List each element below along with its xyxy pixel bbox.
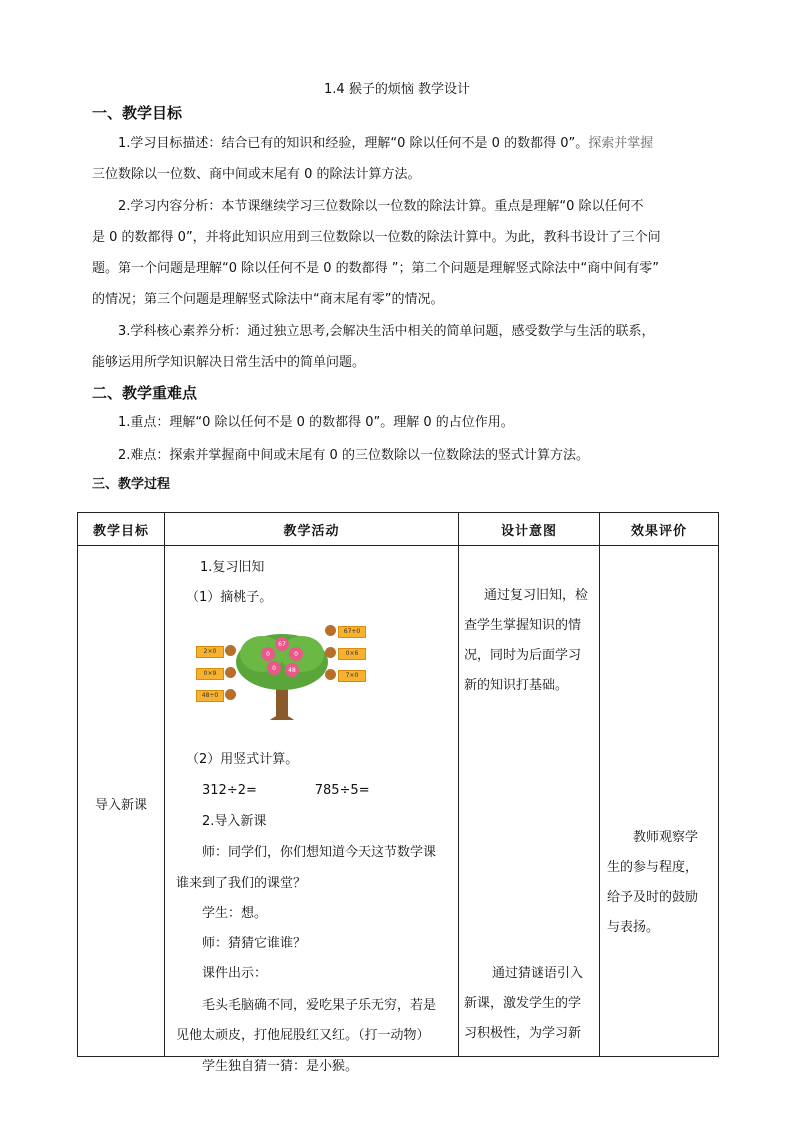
activity-line: 1.复习旧知 (200, 560, 265, 575)
goal-p2-line3: 题。第一个问题是理解“0 除以任何不是 0 的数都得 ”；第二个问题是理解竖式除法中“商中间有零” (92, 261, 660, 276)
peach-label: 0 (294, 651, 298, 658)
activity-line: 学生独自猜一猜：是小猴。 (202, 1059, 359, 1074)
goal-p1-line2: 三位数除以一位数、商中间或末尾有 0 的除法计算方法。 (92, 167, 421, 182)
intent-line: 况，同时为后面学习 (464, 648, 582, 663)
card-48div0: 48÷0 (196, 690, 224, 702)
peach-label: 67 (278, 641, 286, 648)
goal-paragraph-1 (92, 128, 704, 190)
peach-tree-illustration (196, 628, 366, 722)
goal-p2-line4: 的情况；第三个问题是理解竖式除法中“商末尾有零”的情况。 (92, 292, 444, 307)
intent-line: 通过猜谜语引入 (492, 966, 584, 981)
goal-p3-line1: 3.学科核心素养分析：通过独立思考,会解决生活中相关的简单问题，感受数学与生活的联系， (118, 324, 655, 339)
activity-line: 师：同学们，你们想知道今天这节数学课 (202, 845, 437, 860)
evaluation-cell (600, 546, 719, 1057)
intent-line: 通过复习旧知，检 (484, 588, 589, 603)
section-heading-key-points: 二、教学重难点 (92, 384, 198, 402)
card-0x9: 0×9 (196, 668, 224, 680)
key-point (92, 407, 704, 438)
card-7x0: 7×0 (338, 670, 366, 682)
card-0x6: 0×6 (338, 648, 366, 660)
peach-label: 0 (272, 665, 276, 672)
goal-p2-line1: 2.学习内容分析：本节课继续学习三位数除以一位数的除法计算。重点是理解“0 除以任何不 (118, 199, 644, 214)
goal-p1-text: 1.学习目标描述：结合已有的知识和经验，理解“0 除以任何不是 0 的数都得 0”。 (118, 136, 589, 151)
header-intent: 设计意图 (459, 513, 600, 546)
intent-cell (459, 546, 600, 1057)
activity-line: 师：猜猜它谁谁？ (202, 936, 307, 951)
activity-line: 谁来到了我们的课堂？ (176, 876, 307, 891)
document-title: 1.4 猴子的烦恼 教学设计 (324, 82, 470, 97)
peaches-layer (196, 632, 366, 722)
goal-cell (78, 546, 165, 1057)
card-67plus0: 67+0 (338, 626, 366, 638)
activity-line: 学生：想。 (202, 906, 268, 921)
activity-cell (165, 546, 459, 1074)
activity-line: 毛头毛脑确不同，爱吃果子乐无穷，若是 (202, 998, 437, 1013)
activity-line: 课件出示： (202, 966, 268, 981)
intent-line: 查学生掌握知识的情 (464, 618, 582, 633)
intent-line: 新课，激发学生的学 (464, 996, 582, 1011)
teaching-process-table (77, 512, 719, 1074)
header-goal: 教学目标 (78, 513, 165, 546)
goal-p2-line2: 是 0 的数都得 0”，并将此知识应用到三位数除以一位数的除法计算中。为此，教科书设计了三个问 (92, 230, 661, 245)
evaluation-line: 教师观察学 (633, 830, 699, 845)
goal-p1-gray-text: 探索并掌握 (588, 136, 654, 151)
peach-label: 0 (266, 651, 270, 658)
intent-line: 新的知识打基础。 (464, 678, 569, 693)
activity-line: 2.导入新课 (202, 814, 267, 829)
header-evaluation: 效果评价 (600, 513, 719, 546)
peach-label: 48 (288, 667, 296, 674)
goal-label: 导入新课 (94, 798, 147, 813)
section-heading-process: 三、教学过程 (92, 477, 171, 492)
header-activity: 教学活动 (165, 513, 459, 546)
intent-line: 习积极性，为学习新 (464, 1026, 582, 1041)
difficult-point (92, 440, 704, 471)
table-row (78, 546, 719, 1057)
evaluation-line: 给予及时的鼓励 (607, 890, 699, 905)
goal-p3-line2: 能够运用所学知识解决日常生活中的简单问题。 (92, 355, 366, 370)
difficult-point-text: 2.难点：探索并掌握商中间或末尾有 0 的三位数除以一位数除法的竖式计算方法。 (118, 448, 589, 463)
activity-line: （2）用竖式计算。 (186, 752, 299, 767)
key-point-text: 1.重点：理解“0 除以任何不是 0 的数都得 0”。理解 0 的占位作用。 (118, 415, 514, 430)
evaluation-line: 与表扬。 (607, 920, 660, 935)
activity-line: 312÷2= 785÷5= (202, 783, 370, 798)
activity-line: 见他太顽皮，打他屁股红又红。（打一动物） (176, 1028, 430, 1043)
evaluation-line: 生的参与程度， (607, 860, 699, 875)
card-2x0: 2×0 (196, 646, 224, 658)
goal-paragraph-3 (92, 316, 704, 378)
activity-line: （1）摘桃子。 (186, 590, 273, 605)
table-header-row (78, 513, 719, 546)
goal-paragraph-2 (92, 191, 704, 315)
section-heading-goals: 一、教学目标 (92, 104, 183, 122)
